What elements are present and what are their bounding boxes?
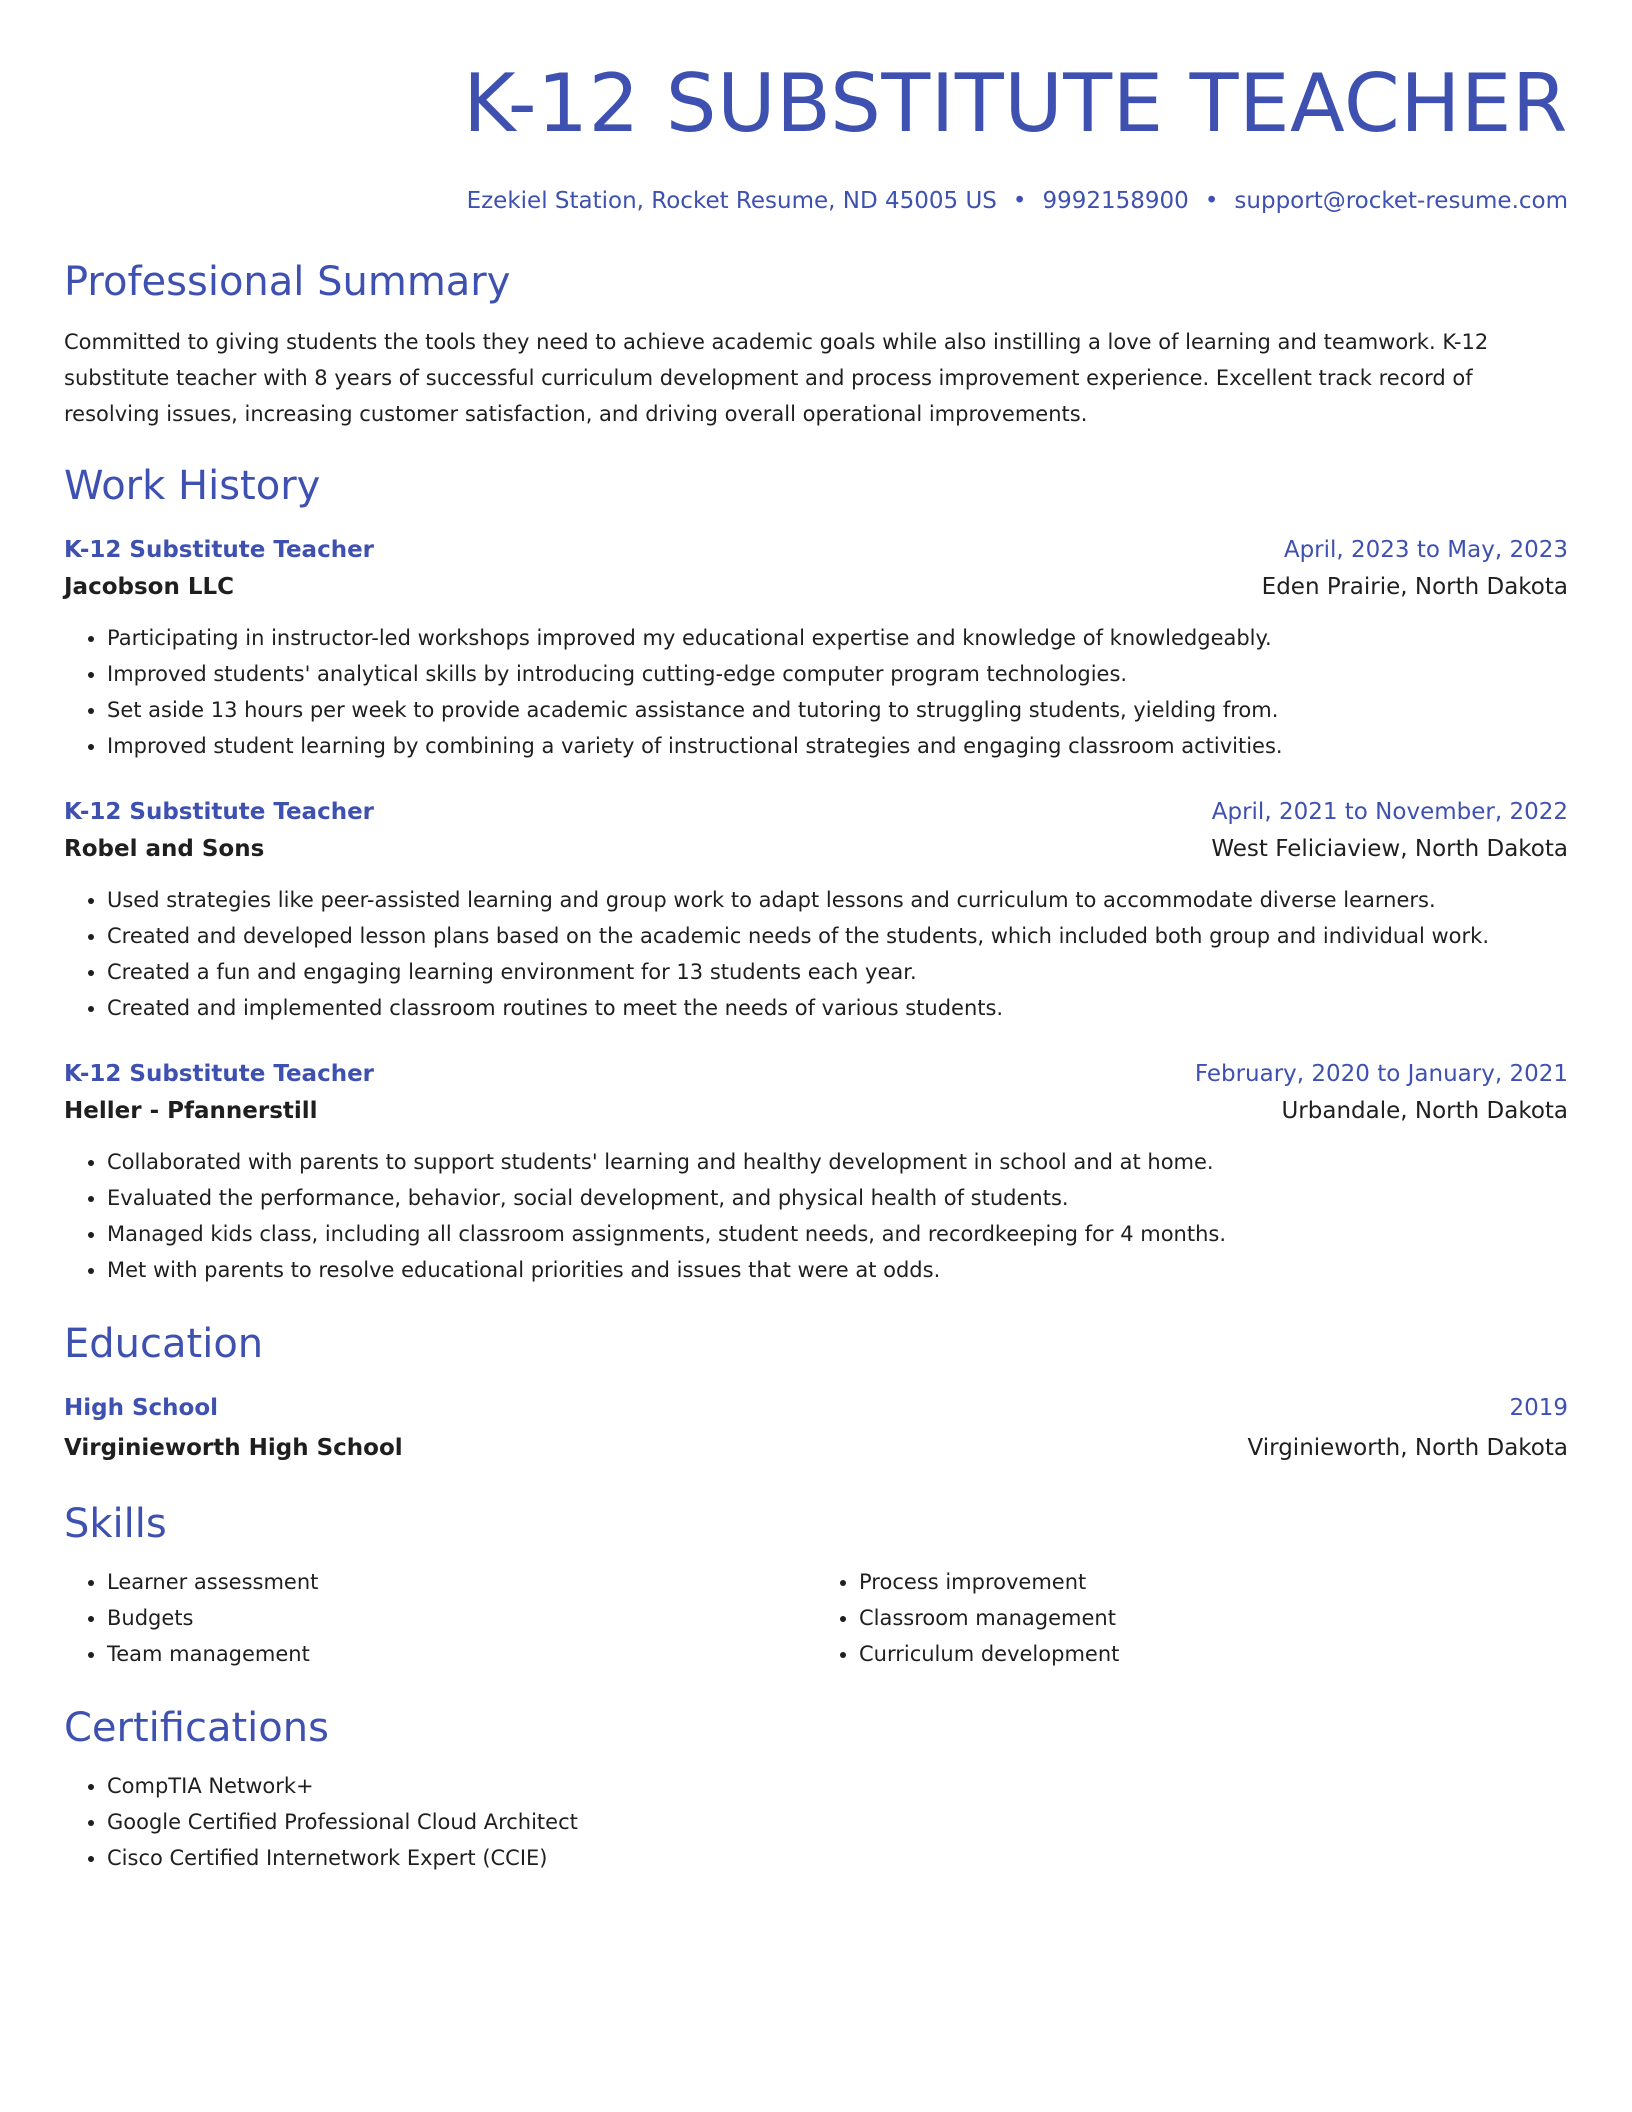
education-entry	[64, 1390, 1568, 1470]
job-dates: April, 2021 to November, 2022	[1211, 799, 1568, 825]
summary-heading: Professional Summary	[64, 259, 511, 305]
education-heading: Education	[64, 1321, 264, 1367]
certification-item: • Cisco Certified Internetwork Expert (CCIE)	[107, 1840, 1568, 1876]
list-item: • Met with parents to resolve educational priorities and issues that were at odds.	[107, 1252, 1568, 1288]
certifications-list	[64, 1768, 1568, 1876]
job-bullets	[64, 1144, 1568, 1288]
job-dates: February, 2020 to January, 2021	[1194, 1061, 1568, 1087]
list-item: • Managed kids class, including all classroom assignments, student needs, and recordkeeping for 4 months.	[107, 1216, 1568, 1252]
list-item: • Collaborated with parents to support students' learning and healthy development in school and at home.	[107, 1144, 1568, 1180]
list-item: • Participating in instructor-led workshops improved my educational expertise and knowledge of knowledgeably.	[107, 620, 1568, 656]
page-title: K-12 SUBSTITUTE TEACHER	[463, 57, 1568, 150]
job-entry	[64, 1056, 1568, 1288]
contact-line	[64, 186, 1568, 216]
list-item: • Created a fun and engaging learning environment for 13 students each year.	[107, 954, 1568, 990]
job-title: K-12 Substitute Teacher	[64, 1061, 375, 1087]
email-text: support@rocket-resume.com	[1234, 188, 1568, 214]
job-bullets	[64, 620, 1568, 764]
list-item: • Created and implemented classroom routines to meet the needs of various students.	[107, 990, 1568, 1026]
list-item: • Improved students' analytical skills by introducing cutting-edge computer program technologies.	[107, 656, 1568, 692]
skill-item: • Budgets	[107, 1600, 816, 1636]
separator-dot: •	[1012, 188, 1027, 214]
school-name: Virginieworth High School	[64, 1435, 403, 1461]
degree-name: High School	[64, 1395, 219, 1421]
employer-name: Robel and Sons	[64, 836, 265, 862]
skills-heading: Skills	[64, 1501, 167, 1547]
employer-name: Jacobson LLC	[64, 574, 235, 600]
job-title: K-12 Substitute Teacher	[64, 537, 375, 563]
phone-text: 9992158900	[1042, 188, 1189, 214]
job-title: K-12 Substitute Teacher	[64, 799, 375, 825]
graduation-year: 2019	[1509, 1395, 1568, 1421]
skills-list-right	[816, 1564, 1568, 1672]
list-item: • Evaluated the performance, behavior, social development, and physical health of students.	[107, 1180, 1568, 1216]
list-item: • Improved student learning by combining a variety of instructional strategies and engaging classroom activities.	[107, 728, 1568, 764]
skill-item: • Learner assessment	[107, 1564, 816, 1600]
list-item: • Used strategies like peer-assisted learning and group work to adapt lessons and curriculum to accommodate diverse learners.	[107, 882, 1568, 918]
separator-dot: •	[1204, 188, 1219, 214]
address-text: Ezekiel Station, Rocket Resume, ND 45005 US	[466, 188, 997, 214]
skills-list-left	[64, 1564, 816, 1672]
job-location: Eden Prairie, North Dakota	[1261, 574, 1568, 600]
certifications-heading: Certifications	[64, 1705, 329, 1751]
summary-text: Committed to giving students the tools they need to achieve academic goals while also instilling a love of learning and teamwork. K-12 substitute teacher with 8 years of successful curriculum development and process improvement experience. Excellent track record of resolving issues, increasing customer satisfaction, and driving overall operational improvements.	[64, 330, 1489, 426]
school-location: Virginieworth, North Dakota	[1247, 1435, 1568, 1461]
job-entry	[64, 532, 1568, 764]
certification-item: • CompTIA Network+	[107, 1768, 1568, 1804]
skill-item: • Process improvement	[859, 1564, 1568, 1600]
skill-item: • Classroom management	[859, 1600, 1568, 1636]
job-dates: April, 2023 to May, 2023	[1283, 537, 1568, 563]
job-location: Urbandale, North Dakota	[1281, 1098, 1568, 1124]
skill-item: • Team management	[107, 1636, 816, 1672]
list-item: • Set aside 13 hours per week to provide academic assistance and tutoring to struggling students, yielding from.	[107, 692, 1568, 728]
certification-item: • Google Certified Professional Cloud Architect	[107, 1804, 1568, 1840]
list-item: • Created and developed lesson plans based on the academic needs of the students, which included both group and individual work.	[107, 918, 1568, 954]
skill-item: • Curriculum development	[859, 1636, 1568, 1672]
employer-name: Heller - Pfannerstill	[64, 1098, 318, 1124]
work-history-heading: Work History	[64, 463, 321, 509]
job-entry	[64, 794, 1568, 1026]
skills-grid	[64, 1564, 1568, 1672]
job-location: West Feliciaview, North Dakota	[1211, 836, 1568, 862]
job-bullets	[64, 882, 1568, 1026]
resume-header	[64, 56, 1568, 216]
